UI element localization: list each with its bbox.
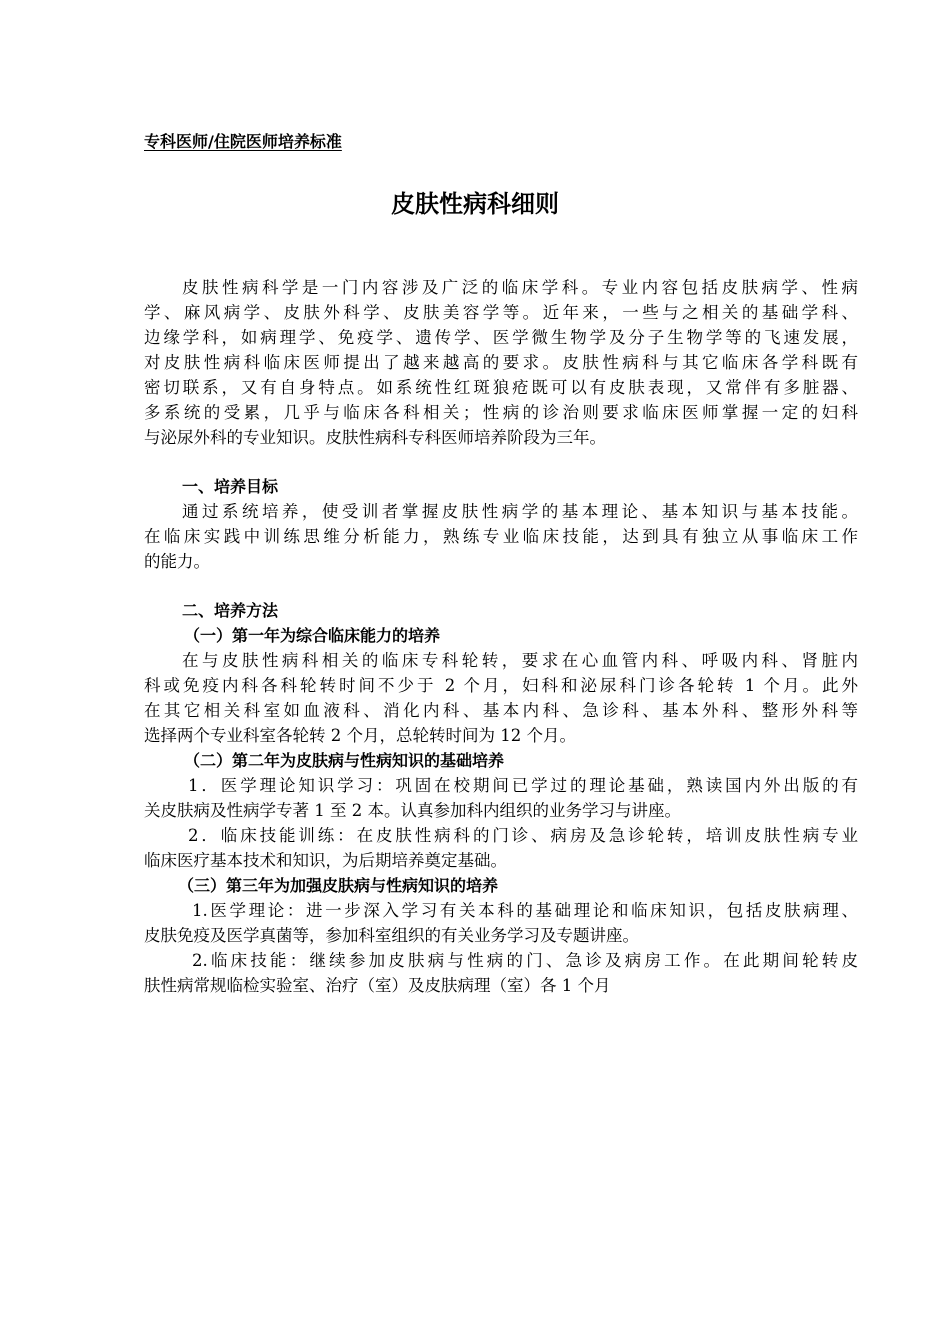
subsection-line: 选择两个专业科室各轮转 2 个月，总轮转时间为 12 个月。 xyxy=(144,726,576,745)
subsection-heading: （二）第二年为皮肤病与性病知识的基础培养 xyxy=(184,751,505,770)
page-title: 皮肤性病科细则 xyxy=(391,190,559,218)
subsection-line: 1．医学理论知识学习：巩固在校期间已学过的理论基础，熟读国内外出版的有 xyxy=(188,776,858,795)
section-training-method xyxy=(144,598,858,998)
intro-line: 学、麻风病学、皮肤外科学、皮肤美容学等。近年来，一些与之相关的基础学科、 xyxy=(144,303,858,322)
section-heading: 二、培养方法 xyxy=(182,601,279,620)
intro-line: 密切联系，又有自身特点。如系统性红斑狼疮既可以有皮肤表现，又常伴有多脏器、 xyxy=(144,378,858,397)
header-label: 专科医师/住院医师培养标准 xyxy=(144,132,342,151)
section-training-goal xyxy=(144,474,858,574)
subsection-line: 关皮肤病及性病学专著 1 至 2 本。认真参加科内组织的业务学习与讲座。 xyxy=(144,801,681,820)
subsection-heading: （三）第三年为加强皮肤病与性病知识的培养 xyxy=(178,876,499,895)
subsection-line: 皮肤免疫及医学真菌等，参加科室组织的有关业务学习及专题讲座。 xyxy=(144,926,639,945)
intro-line: 与泌尿外科的专业知识。皮肤性病科专科医师培养阶段为三年。 xyxy=(144,428,606,447)
subsection-line: 1.医学理论：进一步深入学习有关本科的基础理论和临床知识，包括皮肤病理、 xyxy=(192,901,858,920)
subsection-line: 科或免疫内科各科轮转时间不少于 2 个月，妇科和泌尿科门诊各轮转 1 个月。此外 xyxy=(144,676,858,695)
intro-line: 边缘学科，如病理学、免疫学、遗传学、医学微生物学及分子生物学等的飞速发展， xyxy=(144,328,858,347)
subsection-line: 2.临床技能：继续参加皮肤病与性病的门、急诊及病房工作。在此期间轮转皮 xyxy=(192,951,858,970)
subsection-line: 肤性病常规临检实验室、治疗（室）及皮肤病理（室）各 1 个月 xyxy=(144,976,611,995)
intro-line: 对皮肤性病科临床医师提出了越来越高的要求。皮肤性病科与其它临床各学科既有 xyxy=(144,353,858,372)
section-line: 的能力。 xyxy=(144,552,210,571)
intro-line: 皮肤性病科学是一门内容涉及广泛的临床学科。专业内容包括皮肤病学、性病 xyxy=(182,278,858,297)
section-line: 在临床实践中训练思维分析能力，熟练专业临床技能，达到具有独立从事临床工作 xyxy=(144,527,858,546)
section-line: 通过系统培养，使受训者掌握皮肤性病学的基本理论、基本知识与基本技能。 xyxy=(182,502,858,521)
subsection-line: 临床医疗基本技术和知识，为后期培养奠定基础。 xyxy=(144,851,507,870)
subsection-line: 在其它相关科室如血液科、消化内科、基本内科、急诊科、基本外科、整形外科等 xyxy=(144,701,858,720)
subsection-heading: （一）第一年为综合临床能力的培养 xyxy=(184,626,441,645)
intro-line: 多系统的受累，几乎与临床各科相关；性病的诊治则要求临床医师掌握一定的妇科 xyxy=(144,403,858,422)
subsection-line: 在与皮肤性病科相关的临床专科轮转，要求在心血管内科、呼吸内科、肾脏内 xyxy=(182,651,858,670)
intro-paragraph xyxy=(144,275,858,450)
section-heading: 一、培养目标 xyxy=(182,477,279,496)
subsection-line: 2．临床技能训练：在皮肤性病科的门诊、病房及急诊轮转，培训皮肤性病专业 xyxy=(188,826,858,845)
